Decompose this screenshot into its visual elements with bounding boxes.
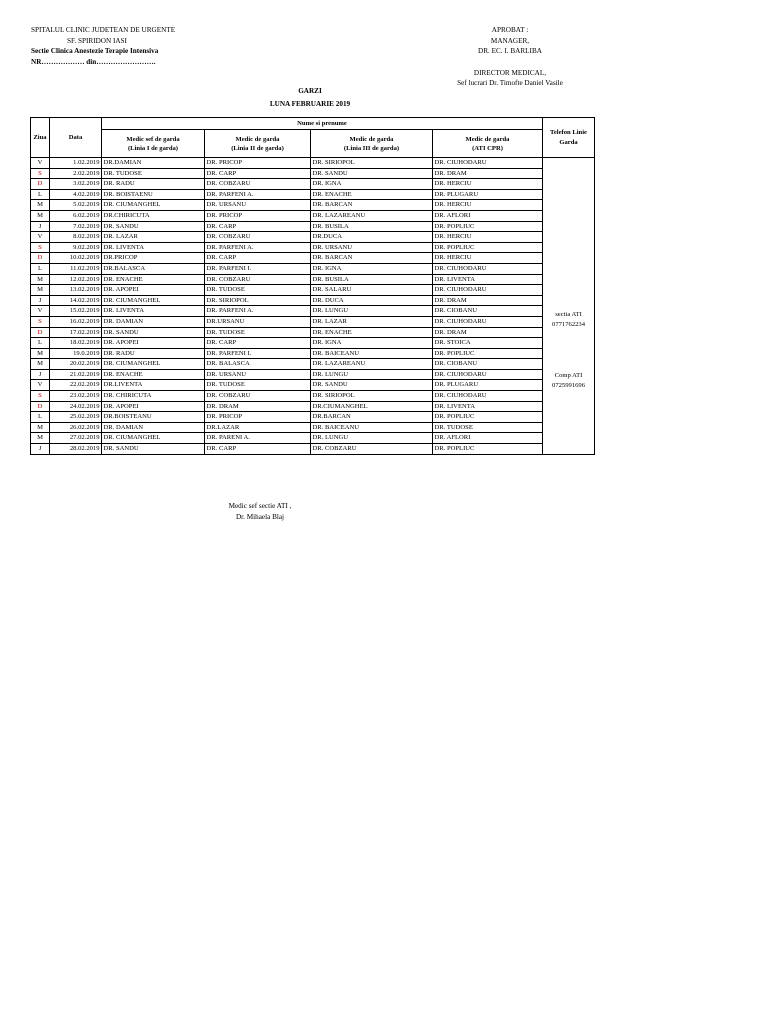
ati-doctor-cell: DR. HERCIU: [433, 200, 543, 211]
line1-doctor-cell: DR. TUDOSE: [102, 168, 205, 179]
ati-doctor-cell: DR. POPLIUC: [433, 348, 543, 359]
duty-roster-table: [30, 117, 595, 455]
table-row: [31, 295, 595, 306]
line1-doctor-cell: DR. CIUMANGHEL: [102, 359, 205, 370]
table-row: [31, 444, 595, 455]
ati-doctor-cell: DR. POPLIUC: [433, 412, 543, 423]
date-cell: 19.0.2019: [50, 348, 102, 359]
date-cell: 4.02.2019: [50, 189, 102, 200]
table-row: [31, 433, 595, 444]
line1-doctor-cell: DR. SANDU: [102, 327, 205, 338]
header-names-group: Nume si prenume: [102, 118, 543, 130]
line1-doctor-cell: DR. ENACHE: [102, 369, 205, 380]
ati-doctor-cell: DR. LIVENTA: [433, 274, 543, 285]
line3-doctor-cell: DR. BAICEANU: [311, 348, 433, 359]
line2-doctor-cell: DR. URSANU: [205, 200, 311, 211]
line3-doctor-cell: DR. SALARU: [311, 285, 433, 296]
document-subtitle: LUNA FEBRUARIE 2019: [269, 100, 351, 108]
ati-doctor-cell: DR. CIOBANU: [433, 359, 543, 370]
line2-doctor-cell: DR. COBZARU: [205, 391, 311, 402]
line2-doctor-cell: DR. CARP: [205, 338, 311, 349]
table-row: [31, 412, 595, 423]
line2-doctor-cell: DR. CARP: [205, 221, 311, 232]
line2-doctor-cell: DR. CARP: [205, 253, 311, 264]
date-cell: 6.02.2019: [50, 210, 102, 221]
line3-doctor-cell: DR. BAICEANU: [311, 422, 433, 433]
phone-cell: [543, 158, 595, 455]
header-line3: Medic de garda (Linia III de garda): [311, 130, 433, 158]
line3-doctor-cell: DR. SANDU: [311, 380, 433, 391]
date-cell: 13.02.2019: [50, 285, 102, 296]
table-row: [31, 221, 595, 232]
day-cell: M: [31, 359, 50, 370]
medical-director-label: DIRECTOR MEDICAL,: [473, 68, 547, 77]
table-row: [31, 422, 595, 433]
phone-label-comp: Comp ATI: [554, 371, 583, 379]
day-cell: L: [31, 263, 50, 274]
day-cell: M: [31, 433, 50, 444]
line2-doctor-cell: DR. TUDOSE: [205, 285, 311, 296]
line1-doctor-cell: DR. DAMIAN: [102, 422, 205, 433]
ati-doctor-cell: DR. PLUGARU: [433, 189, 543, 200]
date-cell: 15.02.2019: [50, 306, 102, 317]
line3-doctor-cell: DR. BARCAN: [311, 200, 433, 211]
phone-number-comp: 0725991696: [552, 382, 585, 390]
ati-doctor-cell: DR. POPLIUC: [433, 444, 543, 455]
header-line2: Medic de garda (Linia II de garda): [205, 130, 311, 158]
line1-doctor-cell: DR. CIUMANGHEL: [102, 433, 205, 444]
date-cell: 18.02.2019: [50, 338, 102, 349]
ati-doctor-cell: DR. CIUHODARU: [433, 316, 543, 327]
line1-doctor-cell: DR. APOPEI: [102, 401, 205, 412]
signature-block: [190, 501, 330, 522]
ati-doctor-cell: DR. CIUHODARU: [433, 285, 543, 296]
line2-doctor-cell: DR. PARFENI I.: [205, 348, 311, 359]
day-cell: S: [31, 168, 50, 179]
date-cell: 1.02.2019: [50, 158, 102, 169]
date-cell: 16.02.2019: [50, 316, 102, 327]
date-cell: 9.02.2019: [50, 242, 102, 253]
line1-doctor-cell: DR. CIUMANGHEL: [102, 295, 205, 306]
line1-doctor-cell: DR. BOISTAENU: [102, 189, 205, 200]
ati-doctor-cell: DR. HERCIU: [433, 232, 543, 243]
day-cell: M: [31, 274, 50, 285]
table-row: [31, 391, 595, 402]
institution-header: [31, 25, 175, 67]
day-cell: V: [31, 306, 50, 317]
header-day: Ziua: [31, 118, 50, 158]
day-cell: M: [31, 210, 50, 221]
table-row: [31, 316, 595, 327]
ati-doctor-cell: DR. POPLIUC: [433, 221, 543, 232]
day-cell: M: [31, 285, 50, 296]
ati-doctor-cell: DR. CIOBANU: [433, 306, 543, 317]
line3-doctor-cell: DR. URSANU: [311, 242, 433, 253]
registration-number: NR……………… din…………………….: [31, 57, 156, 66]
ati-doctor-cell: DR. AFLORI: [433, 210, 543, 221]
line3-doctor-cell: DR. LAZAR: [311, 316, 433, 327]
line3-doctor-cell: DR. IGNA: [311, 179, 433, 190]
line2-doctor-cell: DR. PRICOP: [205, 412, 311, 423]
table-row: [31, 210, 595, 221]
line1-doctor-cell: DR. RADU: [102, 348, 205, 359]
hospital-name: SPITALUL CLINIC JUDETEAN DE URGENTE: [31, 26, 176, 34]
department-name: Sectie Clinica Anestezie Terapie Intensiva: [31, 47, 159, 55]
ati-doctor-cell: DR. CIUHODARU: [433, 391, 543, 402]
date-cell: 12.02.2019: [50, 274, 102, 285]
table-row: [31, 274, 595, 285]
table-row: [31, 158, 595, 169]
date-cell: 17.02.2019: [50, 327, 102, 338]
phone-label-ati: sectia ATI: [555, 310, 582, 318]
line1-doctor-cell: DR.BOISTEANU: [102, 412, 205, 423]
ati-doctor-cell: DR. STOICA: [433, 338, 543, 349]
line1-doctor-cell: DR. DAMIAN: [102, 316, 205, 327]
line3-doctor-cell: DR. BUSILA: [311, 274, 433, 285]
line2-doctor-cell: DR. TUDOSE: [205, 380, 311, 391]
day-cell: J: [31, 295, 50, 306]
ati-doctor-cell: DR. CIUHODARU: [433, 263, 543, 274]
medical-director-name: Sef lucrari Dr. Timofte Daniel Vasile: [457, 79, 563, 87]
table-row: [31, 189, 595, 200]
day-cell: D: [31, 253, 50, 264]
day-cell: J: [31, 444, 50, 455]
line3-doctor-cell: DR.BARCAN: [311, 412, 433, 423]
line2-doctor-cell: DR. PRICOP: [205, 158, 311, 169]
line1-doctor-cell: DR.LIVENTA: [102, 380, 205, 391]
line3-doctor-cell: DR. LAZAREANU: [311, 359, 433, 370]
line2-doctor-cell: DR. COBZARU: [205, 274, 311, 285]
table-row: [31, 327, 595, 338]
date-cell: 5.02.2019: [50, 200, 102, 211]
line3-doctor-cell: DR.CIUMANGHEL: [311, 401, 433, 412]
table-row: [31, 306, 595, 317]
date-cell: 11.02.2019: [50, 263, 102, 274]
day-cell: S: [31, 391, 50, 402]
ati-doctor-cell: DR. DRAM: [433, 327, 543, 338]
date-cell: 22.02.2019: [50, 380, 102, 391]
day-cell: M: [31, 348, 50, 359]
line3-doctor-cell: DR.DUCA: [311, 232, 433, 243]
table-row: [31, 263, 595, 274]
ati-doctor-cell: DR. HERCIU: [433, 179, 543, 190]
line1-doctor-cell: DR. APOPEI: [102, 338, 205, 349]
table-row: [31, 285, 595, 296]
line1-doctor-cell: DR. LIVENTA: [102, 242, 205, 253]
line2-doctor-cell: DR. DRAM: [205, 401, 311, 412]
line2-doctor-cell: DR. BALASCA: [205, 359, 311, 370]
table-row: [31, 369, 595, 380]
line2-doctor-cell: DR.URSANU: [205, 316, 311, 327]
table-row: [31, 380, 595, 391]
line1-doctor-cell: DR. RADU: [102, 179, 205, 190]
line3-doctor-cell: DR. LAZAREANU: [311, 210, 433, 221]
ati-doctor-cell: DR. LIVENTA: [433, 401, 543, 412]
signature-name: Dr. Mihaela Blaj: [235, 512, 285, 521]
date-cell: 28.02.2019: [50, 444, 102, 455]
table-row: [31, 359, 595, 370]
date-cell: 21.02.2019: [50, 369, 102, 380]
line3-doctor-cell: DR. BUSILA: [311, 221, 433, 232]
day-cell: L: [31, 412, 50, 423]
day-cell: V: [31, 232, 50, 243]
ati-doctor-cell: DR. DRAM: [433, 295, 543, 306]
line1-doctor-cell: DR.DAMIAN: [102, 158, 205, 169]
ati-doctor-cell: DR. PLUGARU: [433, 380, 543, 391]
date-cell: 3.02.2019: [50, 179, 102, 190]
date-cell: 24.02.2019: [50, 401, 102, 412]
line1-doctor-cell: DR. SANDU: [102, 444, 205, 455]
day-cell: J: [31, 369, 50, 380]
line2-doctor-cell: DR. SIRIOPOL: [205, 295, 311, 306]
hospital-subname: SF. SPIRIDON IASI: [67, 36, 127, 45]
table-row: [31, 232, 595, 243]
ati-doctor-cell: DR. HERCIU: [433, 253, 543, 264]
line1-doctor-cell: DR. CHIRICUTA: [102, 391, 205, 402]
line2-doctor-cell: DR. CARP: [205, 444, 311, 455]
line2-doctor-cell: DR. PARFENI A.: [205, 189, 311, 200]
line3-doctor-cell: DR. LUNGU: [311, 306, 433, 317]
line2-doctor-cell: DR. PARFENI A.: [205, 242, 311, 253]
line3-doctor-cell: DR. SIRIOPOL: [311, 391, 433, 402]
line1-doctor-cell: DR.CHIRICUTA: [102, 210, 205, 221]
table-row: [31, 253, 595, 264]
day-cell: V: [31, 158, 50, 169]
line2-doctor-cell: DR.LAZAR: [205, 422, 311, 433]
line1-doctor-cell: DR.BALASCA: [102, 263, 205, 274]
line3-doctor-cell: DR. LUNGU: [311, 369, 433, 380]
table-row: [31, 179, 595, 190]
table-row: [31, 200, 595, 211]
day-cell: D: [31, 401, 50, 412]
table-row: [31, 168, 595, 179]
day-cell: L: [31, 189, 50, 200]
date-cell: 8.02.2019: [50, 232, 102, 243]
ati-doctor-cell: DR. CIUHODARU: [433, 369, 543, 380]
line2-doctor-cell: DR. COBZARU: [205, 232, 311, 243]
table-row: [31, 401, 595, 412]
line3-doctor-cell: DR. IGNA: [311, 263, 433, 274]
ati-doctor-cell: DR. DRAM: [433, 168, 543, 179]
ati-doctor-cell: DR. CIUHODARU: [433, 158, 543, 169]
header-date: Data: [50, 118, 102, 158]
line2-doctor-cell: DR. PARFENI A.: [205, 306, 311, 317]
day-cell: S: [31, 242, 50, 253]
table-row: [31, 348, 595, 359]
day-cell: V: [31, 380, 50, 391]
date-cell: 2.02.2019: [50, 168, 102, 179]
line2-doctor-cell: DR. URSANU: [205, 369, 311, 380]
header-line1: Medic sef de garda (Linia I de garda): [102, 130, 205, 158]
manager-name: DR. EC. I. BARLIBA: [478, 47, 542, 55]
line1-doctor-cell: DR. APOPEI: [102, 285, 205, 296]
manager-label: MANAGER,: [490, 36, 530, 45]
header-ati: Medic de garda (ATI CPR): [433, 130, 543, 158]
date-cell: 20.02.2019: [50, 359, 102, 370]
roster-body: [31, 158, 595, 455]
day-cell: M: [31, 200, 50, 211]
day-cell: D: [31, 179, 50, 190]
line3-doctor-cell: DR. DUCA: [311, 295, 433, 306]
date-cell: 27.02.2019: [50, 433, 102, 444]
date-cell: 23.02.2019: [50, 391, 102, 402]
line1-doctor-cell: DR. LIVENTA: [102, 306, 205, 317]
approval-label: APROBAT :: [491, 26, 529, 34]
date-cell: 10.02.2019: [50, 253, 102, 264]
ati-doctor-cell: DR. TUDOSE: [433, 422, 543, 433]
line1-doctor-cell: DR. ENACHE: [102, 274, 205, 285]
day-cell: M: [31, 422, 50, 433]
day-cell: D: [31, 327, 50, 338]
approval-block: [420, 25, 600, 89]
line1-doctor-cell: DR. SANDU: [102, 221, 205, 232]
phone-number-ati: 0771762234: [552, 321, 585, 329]
line2-doctor-cell: DR. TUDOSE: [205, 327, 311, 338]
line3-doctor-cell: DR. SIRIOPOL: [311, 158, 433, 169]
line3-doctor-cell: DR. SANDU: [311, 168, 433, 179]
line3-doctor-cell: DR. ENACHE: [311, 327, 433, 338]
date-cell: 14.02.2019: [50, 295, 102, 306]
ati-doctor-cell: DR. AFLORI: [433, 433, 543, 444]
date-cell: 26.02.2019: [50, 422, 102, 433]
line3-doctor-cell: DR. ENACHE: [311, 189, 433, 200]
header-phone: Telefon Linie Garda: [543, 118, 595, 158]
line2-doctor-cell: DR. PARFENI I.: [205, 263, 311, 274]
line2-doctor-cell: DR. COBZARU: [205, 179, 311, 190]
signature-title: Medic sef sectie ATI ,: [228, 502, 292, 510]
line1-doctor-cell: DR. CIUMANGHEL: [102, 200, 205, 211]
date-cell: 7.02.2019: [50, 221, 102, 232]
line2-doctor-cell: DR. PARENI A.: [205, 433, 311, 444]
ati-doctor-cell: DR. POPLIUC: [433, 242, 543, 253]
line2-doctor-cell: DR. PRICOP: [205, 210, 311, 221]
day-cell: J: [31, 221, 50, 232]
line1-doctor-cell: DR. LAZAR: [102, 232, 205, 243]
line3-doctor-cell: DR. LUNGU: [311, 433, 433, 444]
line2-doctor-cell: DR. CARP: [205, 168, 311, 179]
document-title: GARZI: [298, 87, 322, 95]
line3-doctor-cell: DR. IGNA: [311, 338, 433, 349]
line3-doctor-cell: DR. BARCAN: [311, 253, 433, 264]
day-cell: S: [31, 316, 50, 327]
table-row: [31, 338, 595, 349]
day-cell: L: [31, 338, 50, 349]
line1-doctor-cell: DR.PRICOP: [102, 253, 205, 264]
table-row: [31, 242, 595, 253]
line3-doctor-cell: DR. COBZARU: [311, 444, 433, 455]
date-cell: 25.02.2019: [50, 412, 102, 423]
